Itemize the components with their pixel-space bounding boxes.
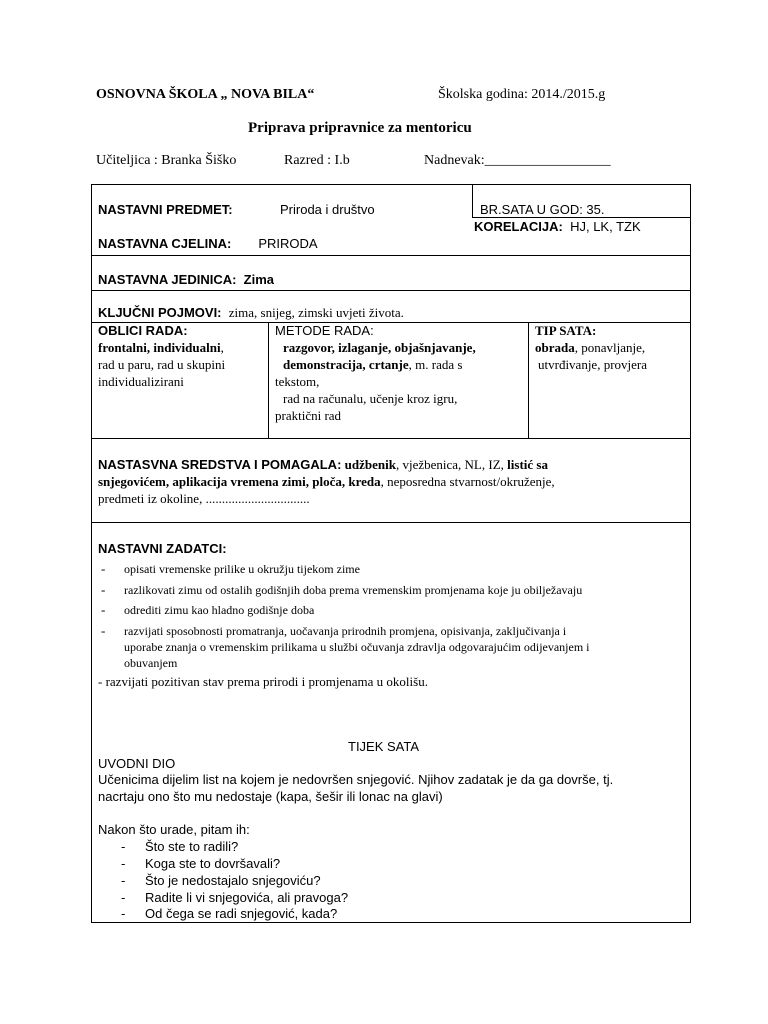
methods-label: METODE RADA:	[275, 323, 374, 338]
question-item: Od čega se radi snjegović, kada?	[145, 906, 338, 921]
tasks-label: NASTAVNI ZADATCI:	[98, 541, 227, 556]
intro-heading: UVODNI DIO	[98, 756, 176, 771]
lesson-number: BR.SATA U GOD: 35.	[480, 202, 605, 217]
date-label: Nadnevak:__________________	[424, 153, 611, 168]
table-border-right	[690, 184, 691, 923]
divider-columns-bottom	[91, 438, 690, 439]
table-border-left	[91, 184, 92, 923]
topic-row: NASTAVNA JEDINICA: Zima	[98, 272, 275, 287]
task-bullet: -	[101, 602, 106, 617]
school-year: Školska godina: 2014./2015.g	[438, 87, 606, 102]
divider-lesson-bottom	[472, 217, 690, 218]
task-bullet: -	[101, 623, 106, 638]
grade: Razred : I.b	[284, 153, 350, 168]
task-item-continuation: obuvanjem	[124, 656, 178, 670]
question-item: Što ste to radili?	[145, 839, 239, 854]
question-bullet: -	[121, 906, 126, 921]
type-label: TIP SATA:	[535, 323, 597, 338]
school-name: OSNOVNA ŠKOLA „ NOVA BILA“	[96, 87, 315, 102]
methods-line5: praktični rad	[275, 408, 342, 423]
task-last: - razvijati pozitivan stav prema prirodi i promjenama u okolišu.	[98, 674, 428, 689]
task-item-continuation: uporabe znanja o vremenskim prilikama u službi očuvanja zdravlja odgovarajućim odijevanjem i	[124, 640, 590, 654]
teacher-name: Učiteljica : Branka Šiško	[96, 153, 237, 168]
forms-label: OBLICI RADA:	[98, 323, 188, 338]
task-item: opisati vremenske prilike u okružju tijekom zime	[124, 562, 360, 576]
question-item: Koga ste to dovršavali?	[145, 856, 281, 871]
divider-unit-bottom	[91, 255, 690, 256]
question-bullet: -	[121, 839, 126, 854]
task-item: razvijati sposobnosti promatranja, uočavanja prirodnih promjena, opisivanja, zaključivanja i	[124, 624, 567, 638]
type-line1: obrada, ponavljanje,	[535, 340, 646, 355]
intro-paragraph-line1: Učenicima dijelim list na kojem je nedovršen snjegović. Njihov zadatak je da ga dovrše, tj.	[98, 772, 614, 787]
table-border-top	[91, 184, 690, 185]
document-title: Priprava pripravnice za mentoricu	[248, 120, 472, 136]
task-bullet: -	[101, 582, 106, 597]
methods-line3: tekstom,	[275, 374, 320, 389]
divider-means-bottom	[91, 522, 690, 523]
flow-heading: TIJEK SATA	[348, 739, 420, 754]
means-line3: predmeti iz okoline, ................................	[98, 491, 310, 506]
methods-line4: rad na računalu, učenje kroz igru,	[283, 391, 458, 406]
task-bullet: -	[101, 561, 106, 576]
question-bullet: -	[121, 856, 126, 871]
forms-line1: frontalni, individualni,	[98, 340, 224, 355]
correlation: KORELACIJA: HJ, LK, TZK	[474, 219, 641, 234]
subject-label: NASTAVNI PREDMET:	[98, 202, 233, 217]
key-concepts-row: KLJUČNI POJMOVI: zima, snijeg, zimski uvjeti života.	[98, 305, 404, 320]
divider-subject	[472, 184, 473, 218]
table-border-bottom	[91, 922, 691, 923]
question-item: Radite li vi snjegovića, ali pravoga?	[145, 890, 349, 905]
subject-value: Priroda i društvo	[280, 202, 375, 217]
methods-line1: razgovor, izlaganje, objašnjavanje,	[283, 340, 476, 355]
task-item: razlikovati zimu od ostalih godišnjih doba prema vremenskim promjenama koje ju obilježavaju	[124, 583, 583, 597]
forms-line3: individualizirani	[98, 374, 184, 389]
divider-methods-type	[528, 322, 529, 439]
means-line2: snjegovićem, aplikacija vremena zimi, ploča, kreda, neposredna stvarnost/okruženje,	[98, 474, 555, 489]
intro-paragraph-line2: nacrtaju ono što mu nedostaje (kapa, šešir ili lonac na glavi)	[98, 789, 443, 804]
methods-line2: demonstracija, crtanje, m. rada s	[283, 357, 463, 372]
divider-forms-methods	[268, 322, 269, 439]
means-line1: NASTASVNA SREDSTVA I POMAGALA: udžbenik, vježbenica, NL, IZ, listić sa	[98, 457, 548, 472]
question-item: Što je nedostajalo snjegoviću?	[145, 873, 321, 888]
unit-row: NASTAVNA CJELINA: PRIRODA	[98, 236, 318, 251]
question-bullet: -	[121, 873, 126, 888]
type-line2: utvrđivanje, provjera	[538, 357, 648, 372]
task-item: odrediti zimu kao hladno godišnje doba	[124, 603, 315, 617]
forms-line2: rad u paru, rad u skupini	[98, 357, 226, 372]
divider-topic-bottom	[91, 290, 690, 291]
question-bullet: -	[121, 890, 126, 905]
questions-intro: Nakon što urade, pitam ih:	[98, 822, 250, 837]
